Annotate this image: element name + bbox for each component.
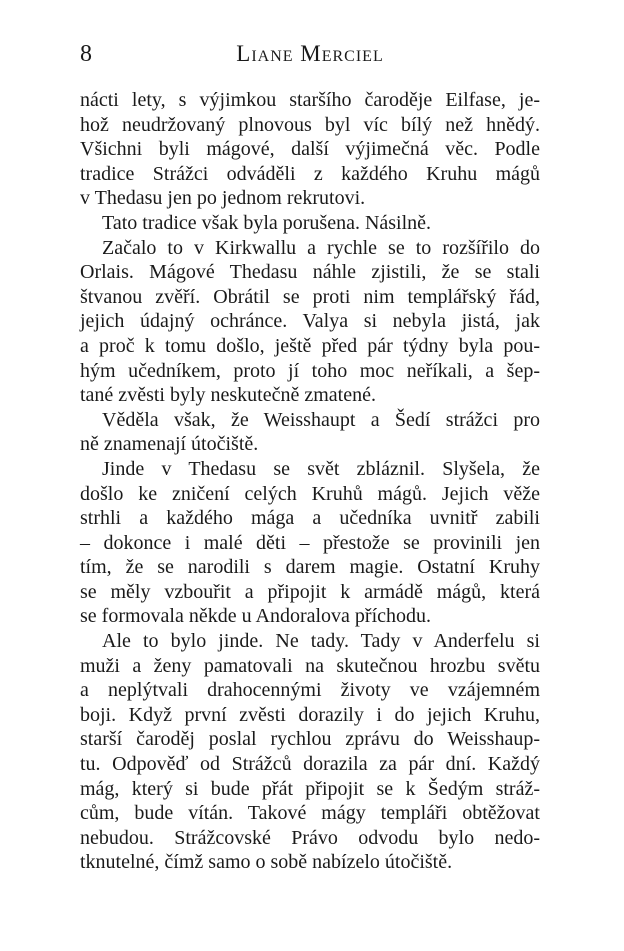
page-number: 8	[80, 41, 92, 67]
text-line: Všichni byli mágové, další výjimečná věc. Podle	[80, 138, 540, 161]
text-line: mág, který si bude přát připojit se k Šedým stráž-	[80, 777, 540, 800]
text-line: jejich údajný ochránce. Valya si nebyla jistá, jak	[80, 310, 540, 333]
text-line: se měly vzbouřit a připojit k armádě mágů, která	[80, 580, 540, 603]
text-line: hož neudržovaný plnovous byl víc bílý než hnědý.	[80, 113, 540, 136]
text-line: Jinde v Thedasu se svět zbláznil. Slyšela, že	[102, 457, 540, 480]
text-line: – dokonce i malé děti – přestože se provinili jen	[80, 531, 540, 554]
text-line: tknutelné, čímž samo o sobě nabízelo útočiště.	[80, 851, 453, 874]
text-line: Začalo to v Kirkwallu a rychle se to rozšířilo do	[102, 236, 540, 259]
text-line: strhli a každého mága a učedníka uvnitř zabili	[80, 507, 540, 530]
running-head-author: Liane Merciel	[236, 41, 384, 66]
text-line: cům, bude vítán. Takové mágy templáři obtěžovat	[80, 802, 540, 825]
text-line: došlo ke zničení celých Kruhů mágů. Jejich věže	[80, 482, 540, 505]
text-line: v Thedasu jen po jednom rekrutovi.	[80, 187, 366, 210]
text-line: Věděla však, že Weisshaupt a Šedí strážci pro	[102, 408, 540, 431]
text-line: Ale to bylo jinde. Ne tady. Tady v Anderfelu si	[102, 630, 540, 653]
page-header	[80, 38, 540, 70]
text-line: tradice Strážci odváděli z každého Kruhu mágů	[80, 162, 540, 185]
text-line: tu. Odpověď od Strážců dorazila za pár dní. Každý	[80, 753, 540, 776]
text-line: nácti lety, s výjimkou staršího čaroděje Eilfase, je-	[80, 89, 540, 111]
text-line: hým učedníkem, proto jí toho moc neříkali, a šep-	[80, 359, 540, 382]
text-line: a neplýtvali drahocennými životy ve vzájemném	[80, 679, 540, 702]
text-line: Orlais. Mágové Thedasu náhle zjistili, že se stali	[80, 261, 540, 284]
body-text	[80, 88, 540, 875]
text-line: tím, že se narodili s darem magie. Ostatní Kruhy	[80, 556, 540, 579]
text-line: starší čaroděj poslal rychlou zprávu do Weisshaup-	[80, 728, 540, 751]
text-line: tané zvěsti byly neskutečně zmatené.	[80, 384, 376, 407]
text-line: boji. Když první zvěsti dorazily i do jejich Kruhu,	[80, 703, 540, 726]
text-line: a proč k tomu došlo, ještě před pár týdny byla pou-	[80, 334, 540, 357]
text-line: muži a ženy pamatovali na skutečnou hrozbu světu	[80, 654, 540, 677]
text-line: Tato tradice však byla porušena. Násilně.	[102, 211, 432, 234]
text-line: štvanou zvěří. Obrátil se proti nim templářský řád,	[80, 285, 540, 308]
text-line: ně znamenají útočiště.	[80, 433, 259, 456]
text-line: nebudou. Strážcovské Právo odvodu bylo nedo-	[80, 826, 540, 849]
text-line: se formovala někde u Andoralova příchodu.	[80, 605, 432, 628]
